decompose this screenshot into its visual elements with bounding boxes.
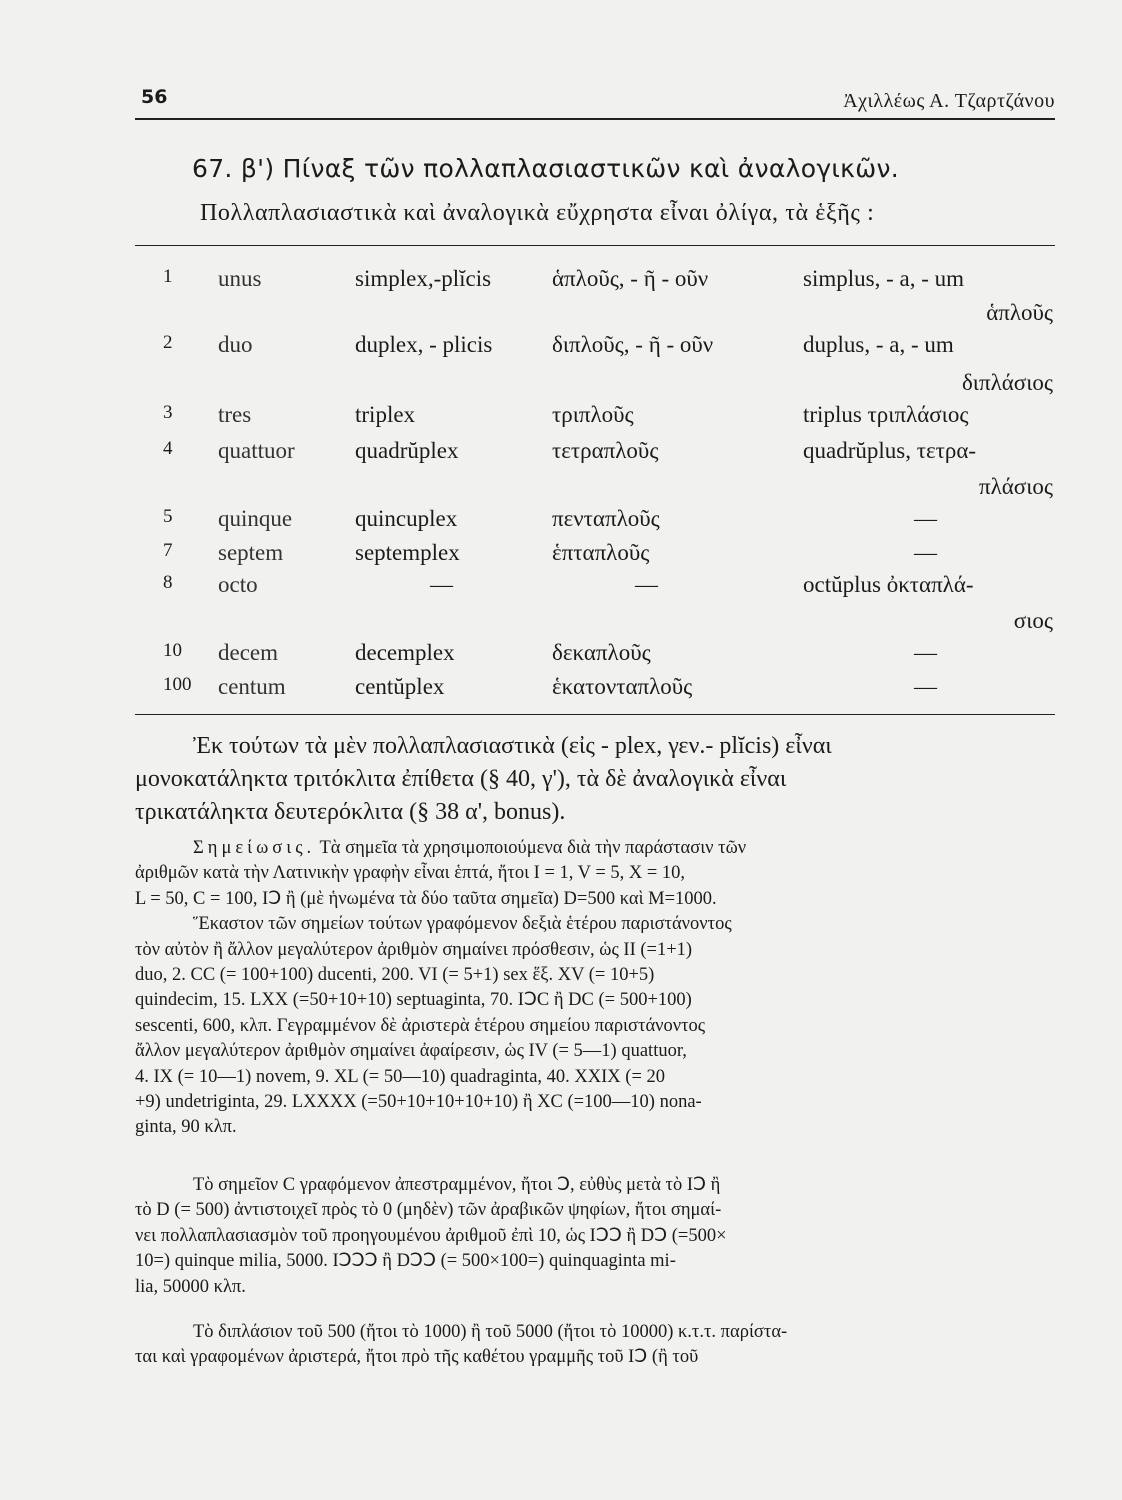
cell-multiplicative: — bbox=[430, 572, 453, 597]
cell-proportional: duplus, - a, - um bbox=[803, 332, 954, 357]
cell-proportional-cont: πλάσιος bbox=[978, 474, 1053, 499]
cell-proportional-cont: ἁπλοῦς bbox=[986, 300, 1053, 325]
body-paragraph bbox=[135, 730, 1055, 829]
note-line: ἄλλον μεγαλύτερον ἀριθμὸν σημαίνει ἀφαίρεσιν, ὡς IV (= 5—1) quattuor, bbox=[135, 1041, 687, 1062]
cell-latin: quinque bbox=[218, 506, 293, 531]
table-row-continuation bbox=[135, 474, 1055, 508]
cell-greek: — bbox=[635, 572, 658, 597]
table-row-continuation bbox=[135, 300, 1055, 334]
cell-numeral: 2 bbox=[163, 332, 173, 353]
cell-greek: τριπλοῦς bbox=[552, 402, 634, 427]
note-line: Τὸ σημεῖον C γραφόμενον ἀπεστραμμένον, ἤτοι Ↄ, εὐθὺς μετὰ τὸ IↃ ἢ bbox=[193, 1175, 721, 1195]
note-line: τὸν αὐτὸν ἢ ἄλλον μεγαλύτερον ἀριθμὸν σημαίνει πρόσθεσιν, ὡς II (=1+1) bbox=[135, 939, 693, 960]
cell-numeral: 10 bbox=[163, 640, 182, 661]
note-line: νει πολλαπλασιασμὸν τοῦ προηγουμένου ἀριθμοῦ ἐπὶ 10, ὡς IↃↃ ἢ DↃ (=500× bbox=[135, 1225, 727, 1246]
table-row bbox=[135, 540, 1055, 574]
note-text: Τὰ σημεῖα τὰ χρησιμοποιούμενα διὰ τὴν παράστασιν τῶν bbox=[319, 838, 747, 858]
cell-proportional-cont: σιος bbox=[1013, 608, 1053, 633]
cell-greek: δεκαπλοῦς bbox=[552, 640, 651, 665]
cell-multiplicative: duplex, - plicis bbox=[355, 332, 493, 357]
note-line: quindecim, 15. LXX (=50+10+10) septuaginta, 70. IↃC ἢ DC (= 500+100) bbox=[135, 990, 692, 1011]
table-row bbox=[135, 438, 1055, 472]
cell-proportional: triplus τριπλάσιος bbox=[803, 402, 969, 427]
cell-proportional: — bbox=[914, 540, 937, 565]
cell-proportional: quadrŭplus, τετρα- bbox=[803, 438, 977, 463]
cell-latin: quattuor bbox=[218, 438, 295, 463]
cell-latin: octo bbox=[218, 572, 258, 597]
table-row bbox=[135, 332, 1055, 366]
cell-latin: centum bbox=[218, 674, 286, 699]
cell-proportional: — bbox=[914, 640, 937, 665]
cell-latin: unus bbox=[218, 266, 262, 291]
note-line: Τὸ διπλάσιον τοῦ 500 (ἤτοι τὸ 1000) ἢ τοῦ 5000 (ἤτοι τὸ 10000) κ.τ.τ. παρίστα- bbox=[193, 1322, 788, 1342]
note-line: τὸ D (= 500) ἀντιστοιχεῖ πρὸς τὸ 0 (μηδὲν) τῶν ἀραβικῶν ψηφίων, ἤτοι σημαί- bbox=[135, 1200, 722, 1221]
table-row bbox=[135, 572, 1055, 606]
numeral-table bbox=[135, 262, 1055, 712]
cell-proportional: — bbox=[914, 506, 937, 531]
page-header bbox=[135, 86, 1055, 116]
note-label: Σημείωσις. bbox=[193, 838, 316, 858]
note-line: 4. IX (= 10—1) novem, 9. XL (= 50—10) quadraginta, 40. XXIX (= 20 bbox=[135, 1066, 666, 1087]
note-line: ginta, 90 κλπ. bbox=[135, 1117, 237, 1138]
table-row bbox=[135, 674, 1055, 708]
table-bottom-rule bbox=[135, 714, 1055, 715]
cell-proportional: octŭplus ὀκταπλά- bbox=[803, 572, 974, 597]
note-line: Ἕκαστον τῶν σημείων τούτων γραφόμενον δεξιὰ ἑτέρου παριστάνοντος bbox=[193, 914, 732, 935]
note-line: ται καὶ γραφομένων ἀριστερά, ἤτοι πρὸ τῆς καθέτου γραμμῆς τοῦ IↃ (ἢ τοῦ bbox=[135, 1347, 699, 1368]
cell-numeral: 8 bbox=[163, 572, 173, 593]
table-top-rule bbox=[135, 245, 1055, 246]
table-row bbox=[135, 506, 1055, 540]
note-line: +9) undetriginta, 29. LXXXX (=50+10+10+10+10) ἢ XC (=100—10) nona- bbox=[135, 1092, 702, 1113]
cell-numeral: 4 bbox=[163, 438, 173, 459]
table-row-continuation bbox=[135, 608, 1055, 642]
section-intro: Πολλαπλασιαστικὰ καὶ ἀναλογικὰ εὔχρηστα εἶναι ὀλίγα, τὰ ἑξῆς : bbox=[200, 200, 875, 226]
cell-greek: διπλοῦς, - ῆ - οῦν bbox=[552, 332, 714, 357]
cell-multiplicative: septemplex bbox=[355, 540, 460, 565]
body-line: μονοκατάληκτα τριτόκλιτα ἐπίθετα (§ 40, γ'), τὰ δὲ ἀναλογικὰ εἶναι bbox=[135, 766, 787, 792]
note-line: L = 50, C = 100, IↃ ἢ (μὲ ἡνωμένα τὰ δύο ταῦτα σημεῖα) D=500 καὶ M=1000. bbox=[135, 888, 717, 909]
note-paragraph bbox=[135, 836, 1055, 1141]
table-row bbox=[135, 266, 1055, 300]
note-paragraph bbox=[135, 1173, 1055, 1300]
header-rule bbox=[135, 118, 1055, 120]
table-row bbox=[135, 640, 1055, 674]
cell-multiplicative: centŭplex bbox=[355, 674, 445, 699]
table-row bbox=[135, 402, 1055, 436]
running-head: Ἀχιλλέως Α. Τζαρτζάνου bbox=[843, 90, 1055, 112]
note-line: sescenti, 600, κλπ. Γεγραμμένον δὲ ἀριστερὰ ἑτέρου σημείου παριστάνοντος bbox=[135, 1015, 706, 1036]
note-paragraph bbox=[135, 1320, 1055, 1371]
cell-multiplicative: simplex,-plĭcis bbox=[355, 266, 492, 291]
cell-greek: τετραπλοῦς bbox=[552, 438, 659, 463]
cell-numeral: 100 bbox=[163, 674, 192, 695]
cell-proportional: — bbox=[914, 674, 937, 699]
cell-numeral: 7 bbox=[163, 540, 173, 561]
body-line: τρικατάληκτα δευτερόκλιτα (§ 38 α', bonus). bbox=[135, 799, 566, 825]
cell-numeral: 5 bbox=[163, 506, 173, 527]
cell-greek: ἁπλοῦς, - ῆ - οῦν bbox=[552, 266, 709, 291]
cell-greek: ἑκατονταπλοῦς bbox=[552, 674, 693, 699]
cell-multiplicative: decemplex bbox=[355, 640, 455, 665]
body-line: Ἐκ τούτων τὰ μὲν πολλαπλασιαστικὰ (εἰς - plex, γεν.- plĭcis) εἶναι bbox=[193, 733, 832, 759]
cell-numeral: 1 bbox=[163, 266, 173, 287]
note-line: lia, 50000 κλπ. bbox=[135, 1276, 246, 1297]
cell-proportional: simplus, - a, - um bbox=[803, 266, 964, 291]
cell-proportional-cont: διπλάσιος bbox=[961, 370, 1053, 395]
cell-multiplicative: triplex bbox=[355, 402, 416, 427]
cell-latin: tres bbox=[218, 402, 252, 427]
cell-latin: decem bbox=[218, 640, 279, 665]
cell-multiplicative: quadrŭplex bbox=[355, 438, 459, 463]
cell-greek: πενταπλοῦς bbox=[552, 506, 660, 531]
cell-greek: ἑπταπλοῦς bbox=[552, 540, 650, 565]
note-line: ἀριθμῶν κατὰ τὴν Λατινικὴν γραφὴν εἶναι ἑπτά, ἤτοι I = 1, V = 5, X = 10, bbox=[135, 863, 686, 884]
note-line: 10=) quinque milia, 5000. IↃↃↃ ἢ DↃↃ (= 500×100=) quinquaginta mi- bbox=[135, 1251, 676, 1272]
note-line bbox=[135, 836, 1055, 861]
section-title: 67. β') Πίναξ τῶν πολλαπλασιαστικῶν καὶ ἀναλογικῶν. bbox=[192, 154, 899, 183]
table-row-continuation bbox=[135, 370, 1055, 404]
cell-latin: duo bbox=[218, 332, 253, 357]
note-line: duo, 2. CC (= 100+100) ducenti, 200. VI (= 5+1) sex ἕξ. XV (= 10+5) bbox=[135, 965, 655, 986]
cell-multiplicative: quincuplex bbox=[355, 506, 458, 531]
cell-latin: septem bbox=[218, 540, 284, 565]
page-number: 56 bbox=[141, 86, 168, 108]
cell-numeral: 3 bbox=[163, 402, 173, 423]
